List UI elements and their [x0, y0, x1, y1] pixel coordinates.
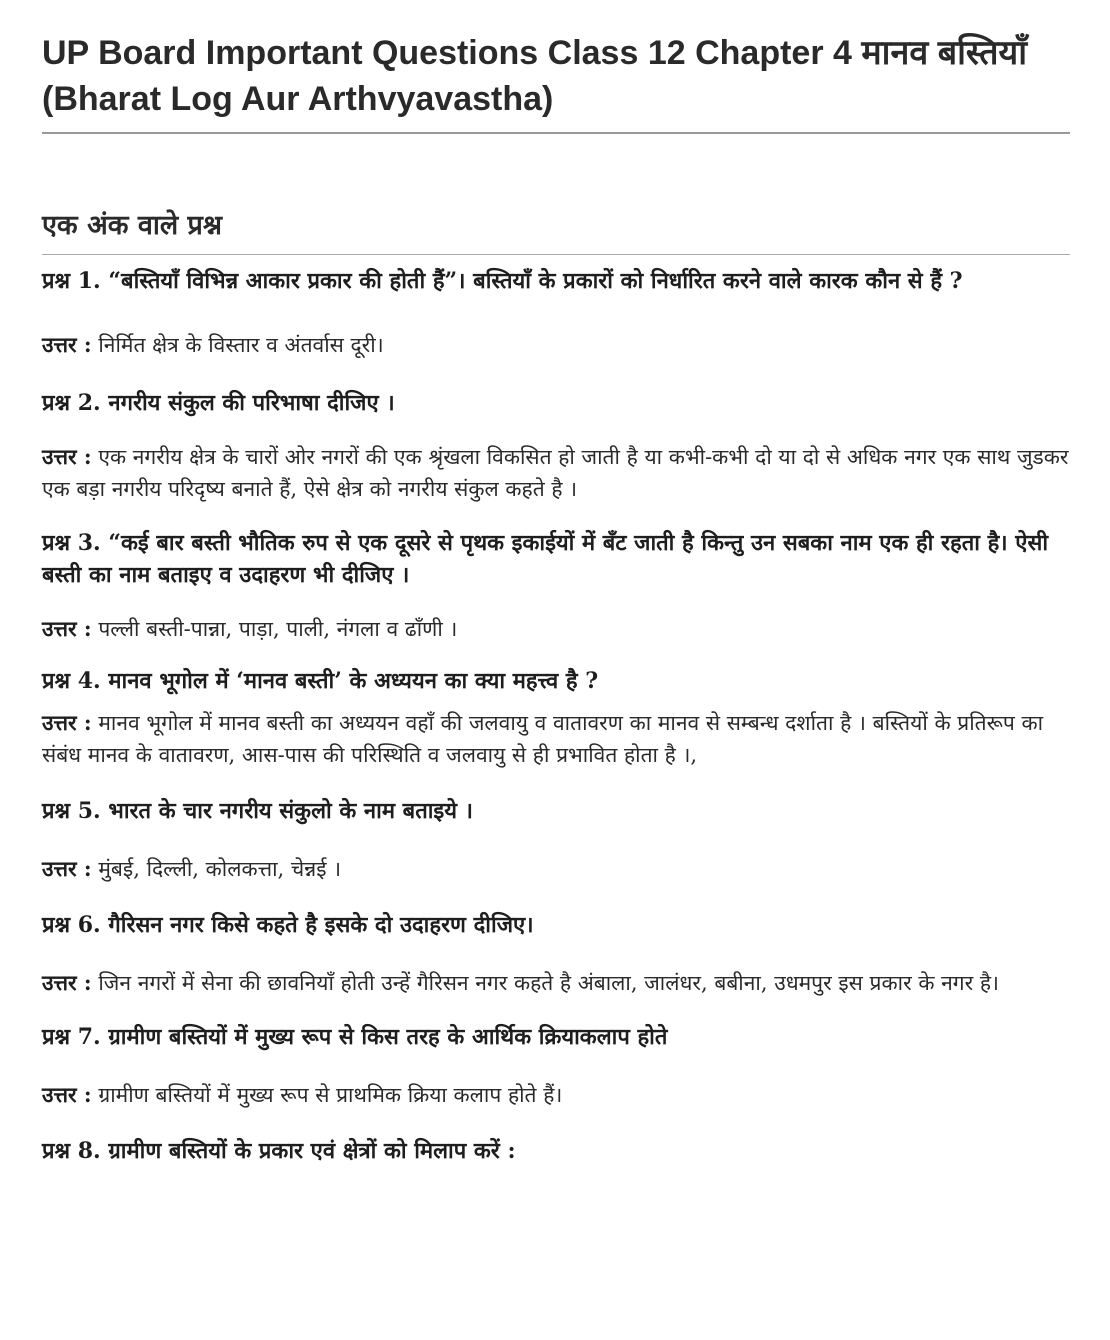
question-8: प्रश्न 8. ग्रामीण बस्तियों के प्रकार एवं क्षेत्रों को मिलाप करें : [42, 1138, 516, 1164]
answer-text: जिन नगरों में सेना की छावनियाँ होती उन्हें गैरिसन नगर कहते है अंबाला, जालंधर, बबीना, उधमपुर इस प्रकार के नगर है। [98, 971, 999, 995]
question-7: प्रश्न 7. ग्रामीण बस्तियों में मुख्य रूप से किस तरह के आर्थिक क्रियाकलाप होते [42, 1024, 668, 1050]
question-2: प्रश्न 2. नगरीय संकुल की परिभाषा दीजिए । [42, 390, 395, 416]
answer-1 [42, 329, 1070, 361]
qa-item-2 [42, 387, 1070, 505]
answer-7 [42, 1079, 1070, 1111]
question-6: प्रश्न 6. गैरिसन नगर किसे कहते है इसके दो उदाहरण दीजिए। [42, 912, 534, 938]
answer-text: मुंबई, दिल्ली, कोलकत्ता, चेन्नई । [98, 857, 342, 881]
answer-4 [42, 707, 1070, 771]
answer-text: मानव भूगोल में मानव बस्ती का अध्ययन वहाँ की जलवायु व वातावरण का मानव से सम्बन्ध दर्शाता है । बस्तियों के प्रतिरूप का संबंध मानव के वातावरण, आस-पास की परिस्थिति व जलवायु से ही प्रभावित होता है ।, [42, 711, 1044, 767]
answer-label: उत्तर : [42, 1082, 92, 1107]
answer-6 [42, 967, 1070, 999]
question-4: प्रश्न 4. मानव भूगोल में ‘मानव बस्ती’ के अध्ययन का क्या महत्त्व है ? [42, 668, 599, 694]
article [42, 30, 1070, 1167]
qa-item-8 [42, 1135, 1070, 1167]
answer-label: उत्तर : [42, 970, 92, 995]
answer-text: पल्ली बस्ती-पान्ना, पाड़ा, पाली, नंगला व ढाँणी । [98, 617, 458, 641]
qa-item-3 [42, 527, 1070, 645]
answer-text: एक नगरीय क्षेत्र के चारों ओर नगरों की एक श्रृंखला विकसित हो जाती है या कभी-कभी दो या दो से अधिक नगर एक साथ जुडकर एक बड़ा नगरीय परिदृष्य बनाते हैं, ऐसे क्षेत्र को नगरीय संकुल कहते है । [42, 445, 1069, 501]
question-1: प्रश्न 1. “बस्तियाँ विभिन्न आकार प्रकार की होती हैं”। बस्तियाँ के प्रकारों को निर्धारित करने वाले कारक कौन से हैं ? [42, 268, 963, 294]
qa-item-1 [42, 265, 1070, 361]
answer-2 [42, 441, 1070, 505]
answer-text: निर्मित क्षेत्र के विस्तार व अंतर्वास दूरी। [98, 333, 384, 357]
answer-label: उत्तर : [42, 444, 92, 469]
qa-item-4 [42, 665, 1070, 771]
qa-item-5 [42, 795, 1070, 885]
answer-label: उत्तर : [42, 332, 92, 357]
answer-label: उत्तर : [42, 856, 92, 881]
answer-5 [42, 853, 1070, 885]
answer-3 [42, 613, 1070, 645]
qa-item-7 [42, 1021, 1070, 1111]
question-5: प्रश्न 5. भारत के चार नगरीय संकुलो के नाम बताइये । [42, 798, 473, 824]
answer-text: ग्रामीण बस्तियों में मुख्य रूप से प्राथमिक क्रिया कलाप होते हैं। [98, 1083, 563, 1107]
page-title: UP Board Important Questions Class 12 Chapter 4 मानव बस्तियाँ (Bharat Log Aur Arthvyavastha) [42, 30, 1070, 134]
answer-label: उत्तर : [42, 616, 92, 641]
question-3: प्रश्न 3. “कई बार बस्ती भौतिक रुप से एक दूसरे से पृथक इकाईयों में बँट जाती है किन्तु उन सबका नाम एक ही रहता है। ऐसी बस्ती का नाम बताइए व उदाहरण भी दीजिए । [42, 530, 1049, 588]
qa-item-6 [42, 909, 1070, 999]
answer-label: उत्तर : [42, 710, 92, 735]
section-heading: एक अंक वाले प्रश्न [42, 206, 1070, 255]
